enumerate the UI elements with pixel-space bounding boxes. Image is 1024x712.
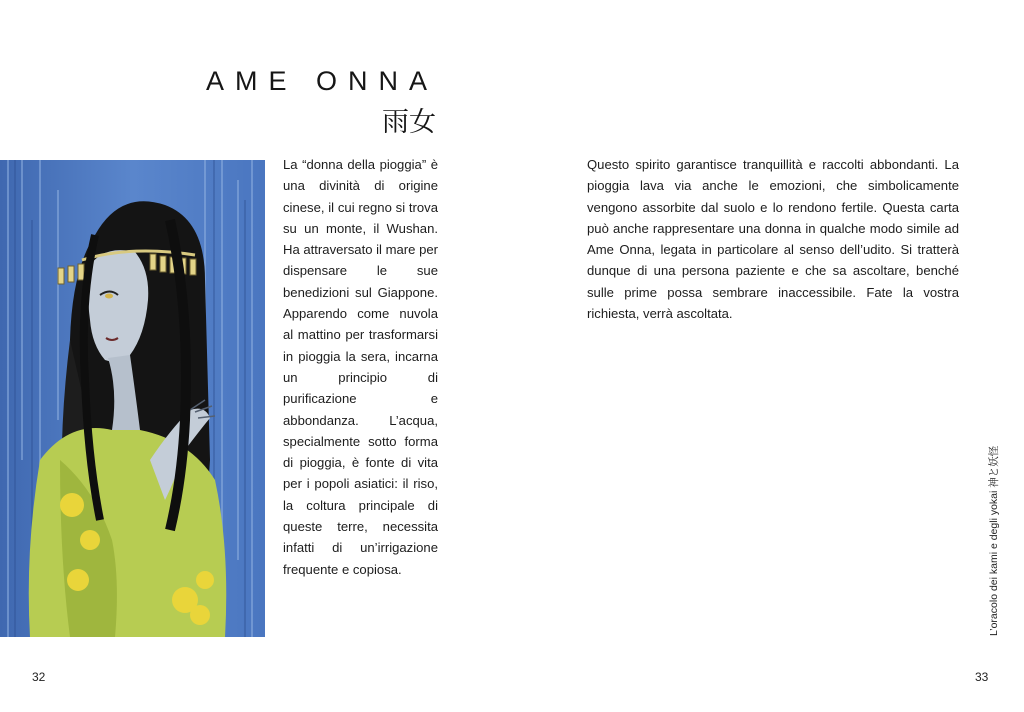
page-number-right: 33 — [975, 670, 989, 684]
ame-onna-illustration — [0, 160, 265, 637]
body-text-left: La “donna della pioggia” è una divinità di origine cinese, il cui regno si trova su un monte, il Wushan. Ha attraversato il mare per dispensare le sue benedizioni sul Giappone. Apparendo come nuvola al mattino per trasformarsi in pioggia la sera, incarna un principio di purificazione e abbondanza. L’acqua, specialmente sotto forma di pioggia, è fonte di vita per i popoli asiatici: il riso, la coltura principale di queste terre, necessita infatti di un’irrigazione frequente e copiosa. — [283, 157, 439, 577]
page-number-left: 32 — [32, 670, 46, 684]
body-text-right: Questo spirito garantisce tranquillità e raccolti abbondanti. La pioggia lava via anche le emozioni, che simbolicamente vengono assorbite dal suolo e lo rendono fertile. Questa carta può anche rappresentare una donna in qualche modo simile ad Ame Onna, legata in particolare al senso dell’udito. Si tratterà dunque di una persona paziente e che sa ascoltare, benché sulle prime possa sembrare inaccessibile. Fate la vostra richiesta, verrà ascoltata. — [587, 157, 959, 322]
running-head: L’oracolo dei kami e degli yokai 神と妖怪 — [988, 445, 1000, 636]
title-kanji: 雨女 — [382, 107, 436, 138]
title-latin: AME ONNA — [205, 66, 438, 96]
